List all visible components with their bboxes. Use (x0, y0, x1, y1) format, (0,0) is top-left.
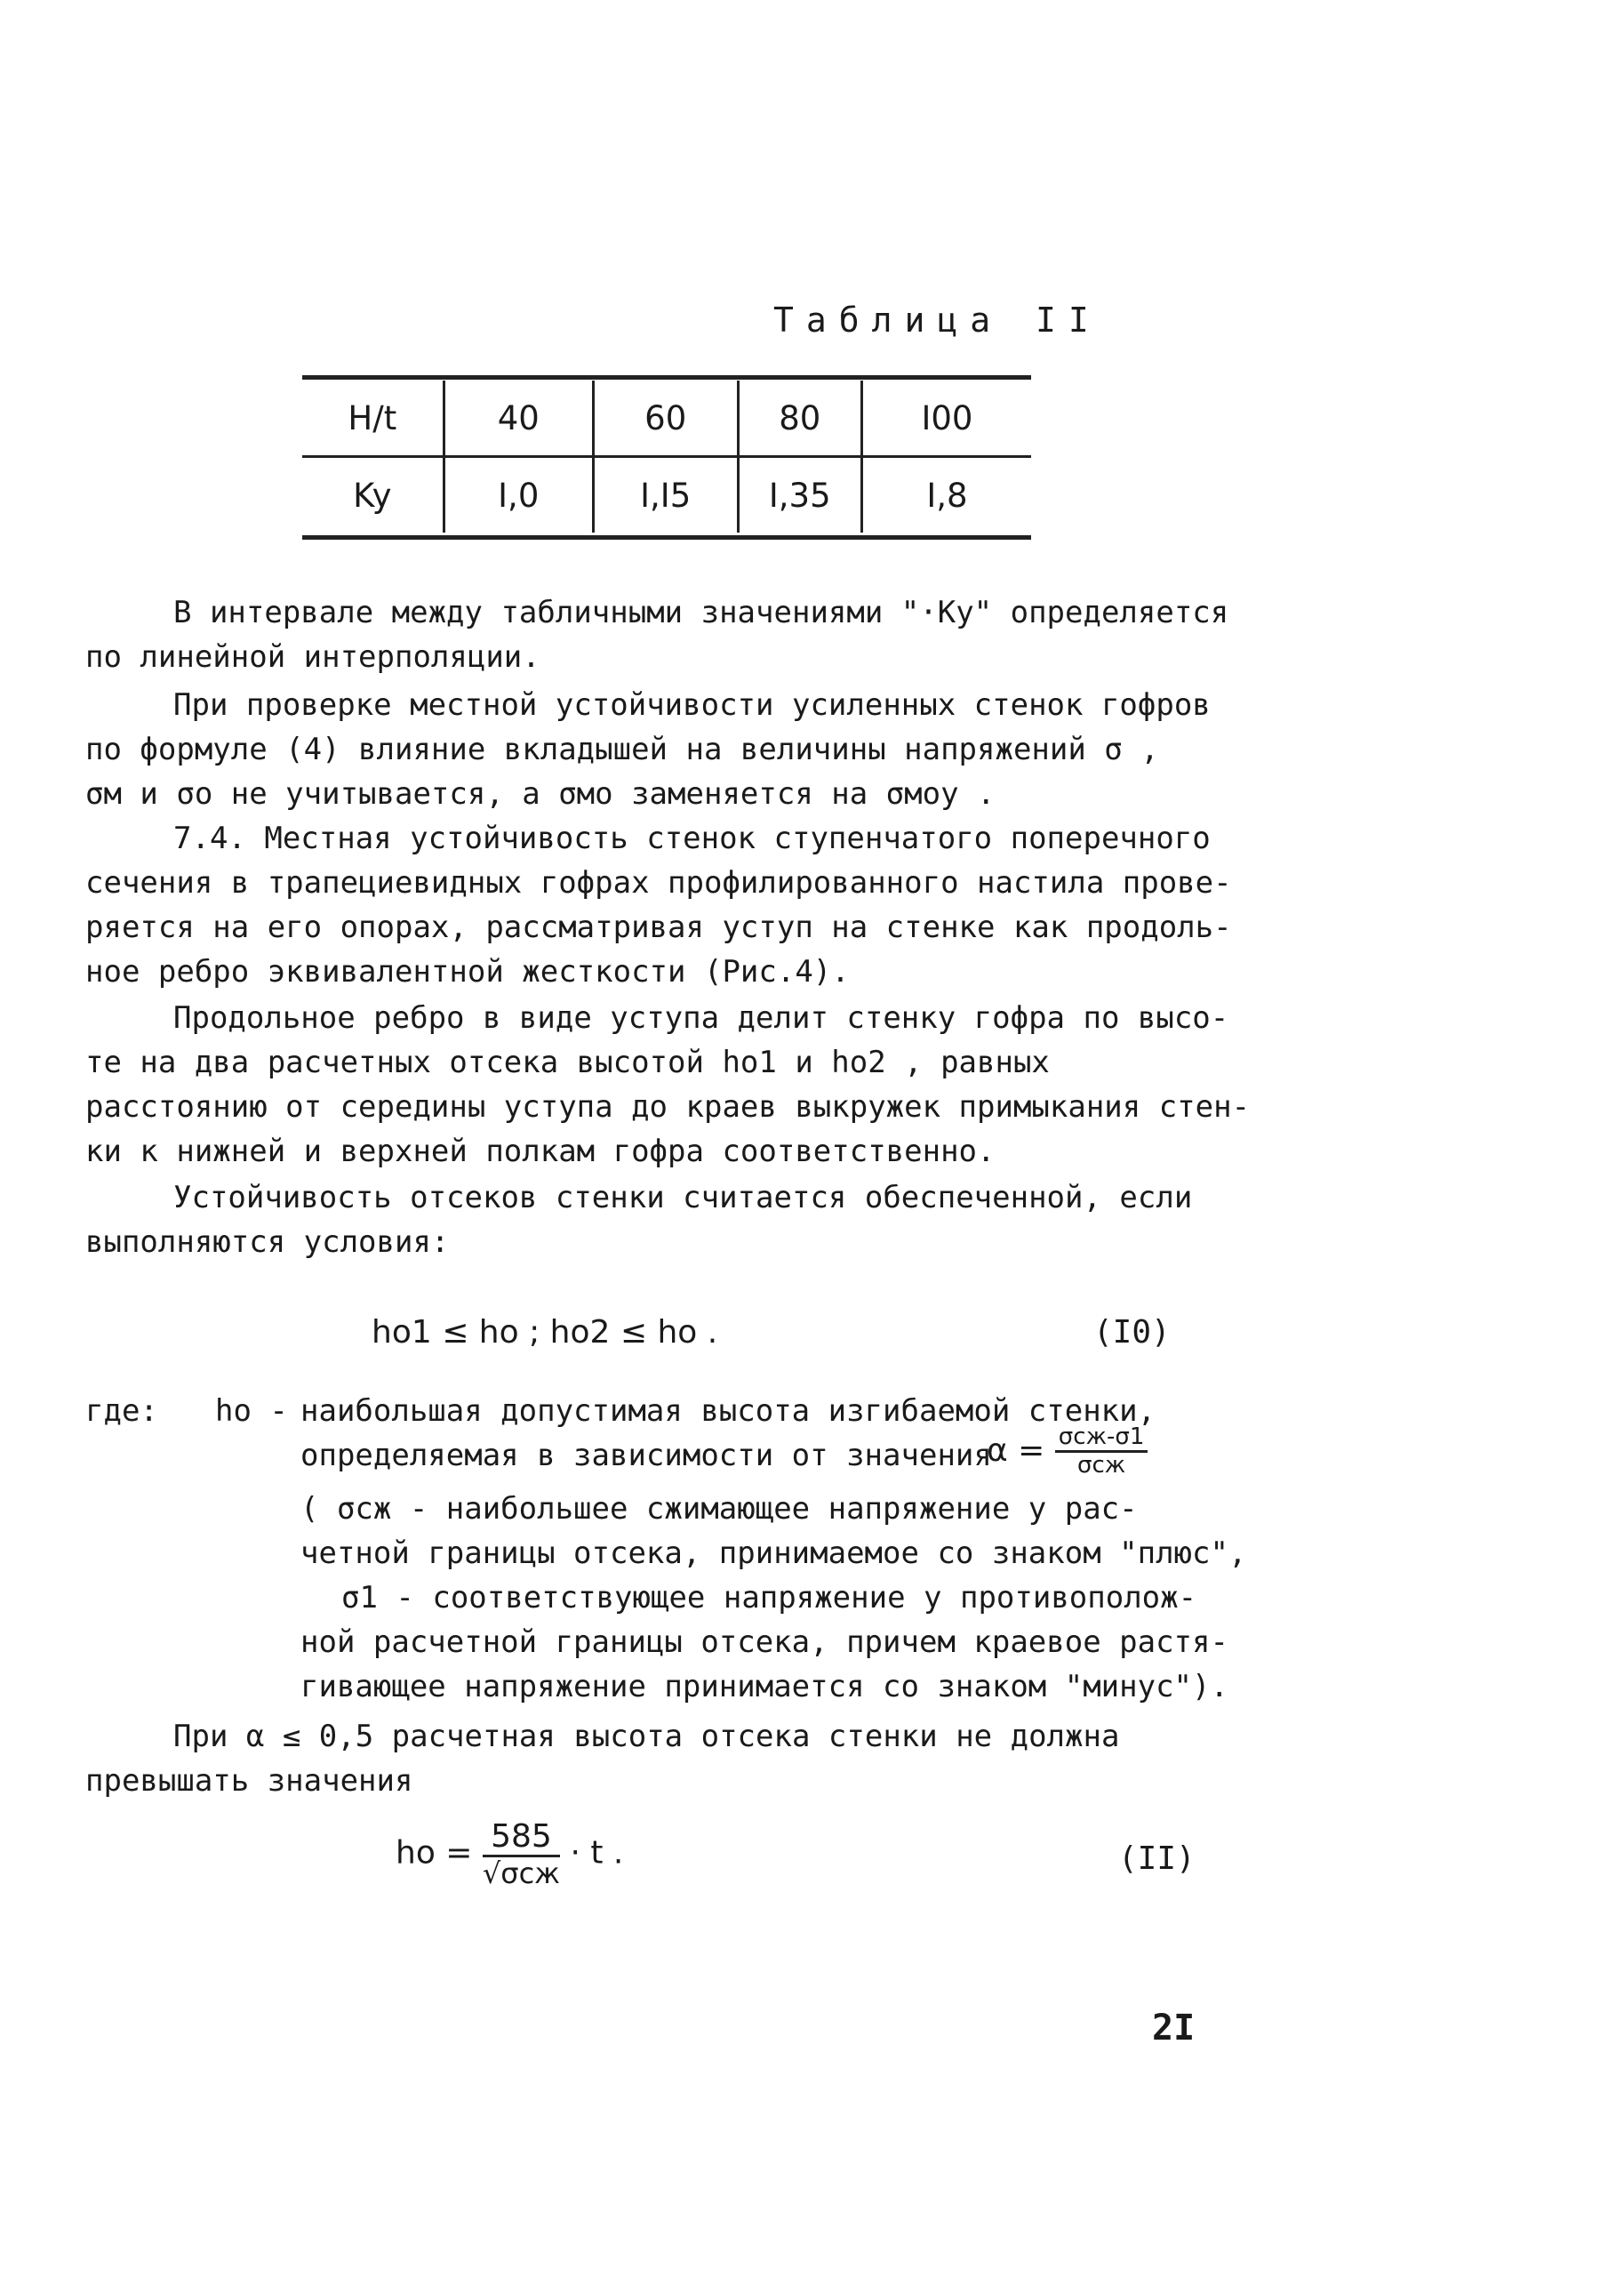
table-header-row (302, 381, 1031, 457)
table-caption: Таблица II (773, 301, 1101, 340)
table-cell: I,35 (738, 457, 861, 533)
text-line: определяемая в зависимости от значения (300, 1438, 992, 1473)
formula-11-rhs: · t . (570, 1834, 624, 1872)
text-line: σ1 - соответствующее напряжение у противополож- (341, 1580, 1197, 1616)
text-line: ( σсж - наибольшее сжимающее напряжение у рас- (300, 1491, 1138, 1527)
values-table (302, 381, 1031, 533)
where-label: где: (85, 1393, 158, 1429)
text-line: расстоянию от середины уступа до краев выкружек примыкания стен- (85, 1089, 1251, 1125)
table-cell: I,I5 (593, 457, 738, 533)
text-line: Устойчивость отсеков стенки считается обеспеченной, если (173, 1180, 1193, 1215)
page-number: 2I (1152, 2008, 1196, 2048)
text-line: сечения в трапециевидных гофрах профилированного настила прове- (85, 865, 1232, 901)
text-line: превышать значения (85, 1763, 413, 1799)
text-line: по линейной интерполяции. (85, 639, 540, 675)
text-line: Продольное ребро в виде уступа делит стенку гофра по высо- (173, 1000, 1229, 1036)
alpha-lhs: α = (987, 1431, 1045, 1469)
text-line: В интервале между табличными значениями "·Ky" определяется (173, 595, 1229, 630)
table-cell: I,8 (861, 457, 1031, 533)
formula-11-lhs: hо = (396, 1834, 473, 1872)
table-cell: Ky (353, 476, 392, 515)
table-row (302, 457, 1031, 533)
text-line: ной расчетной границы отсека, причем краевое растя- (300, 1624, 1228, 1660)
text-line: по формуле (4) влияние вкладышей на величины напряжений σ , (85, 732, 1159, 767)
text-line: выполняются условия: (85, 1224, 450, 1260)
text-line: ное ребро эквивалентной жесткости (Рис.4). (85, 954, 850, 990)
formula-11-denominator: √σсж (482, 1856, 560, 1890)
text-line: четной границы отсека, принимаемое со знаком "плюс", (300, 1535, 1247, 1571)
table-cell: 60 (593, 381, 738, 457)
where-symbol: hо - (215, 1393, 288, 1429)
formula-11-fraction (483, 1819, 560, 1889)
formula-10: hо1 ≤ hо ; hо2 ≤ hо . (372, 1314, 718, 1351)
text-line: те на два расчетных отсека высотой hо1 и hо2 , равных (85, 1045, 1050, 1080)
text-line: 7.4. Местная устойчивость стенок ступенчатого поперечного (173, 821, 1211, 856)
text-line: ряется на его опорах, рассматривая уступ на стенке как продоль- (85, 910, 1232, 945)
formula-11 (396, 1819, 623, 1889)
table-top-rule (302, 375, 1031, 380)
alpha-definition (987, 1424, 1148, 1479)
text-line: При α ≤ 0,5 расчетная высота отсека стенки не должна (173, 1719, 1120, 1754)
table-cell: I,0 (444, 457, 593, 533)
alpha-numerator: σсж-σ1 (1055, 1424, 1148, 1453)
table-bottom-rule (302, 535, 1031, 540)
table-cell: H/t (302, 381, 444, 457)
text-line: гивающее напряжение принимается со знаком "минус"). (300, 1669, 1228, 1704)
table-cell: 40 (444, 381, 593, 457)
alpha-denominator: σсж (1077, 1451, 1126, 1479)
equation-number-10: (I0) (1093, 1314, 1171, 1351)
text-line: наибольшая допустимая высота изгибаемой стенки, (300, 1393, 1156, 1429)
alpha-fraction (1055, 1424, 1148, 1479)
text-line: При проверке местной устойчивости усиленных стенок гофров (173, 687, 1211, 723)
table-cell: I00 (861, 381, 1031, 457)
table-cell: 80 (738, 381, 861, 457)
text-line: ки к нижней и верхней полкам гофра соответственно. (85, 1134, 996, 1169)
formula-11-numerator: 585 (483, 1819, 560, 1857)
text-line: σм и σо не учитывается, а σмо заменяется на σмоу . (85, 776, 996, 812)
equation-number-11: (II) (1118, 1840, 1196, 1877)
